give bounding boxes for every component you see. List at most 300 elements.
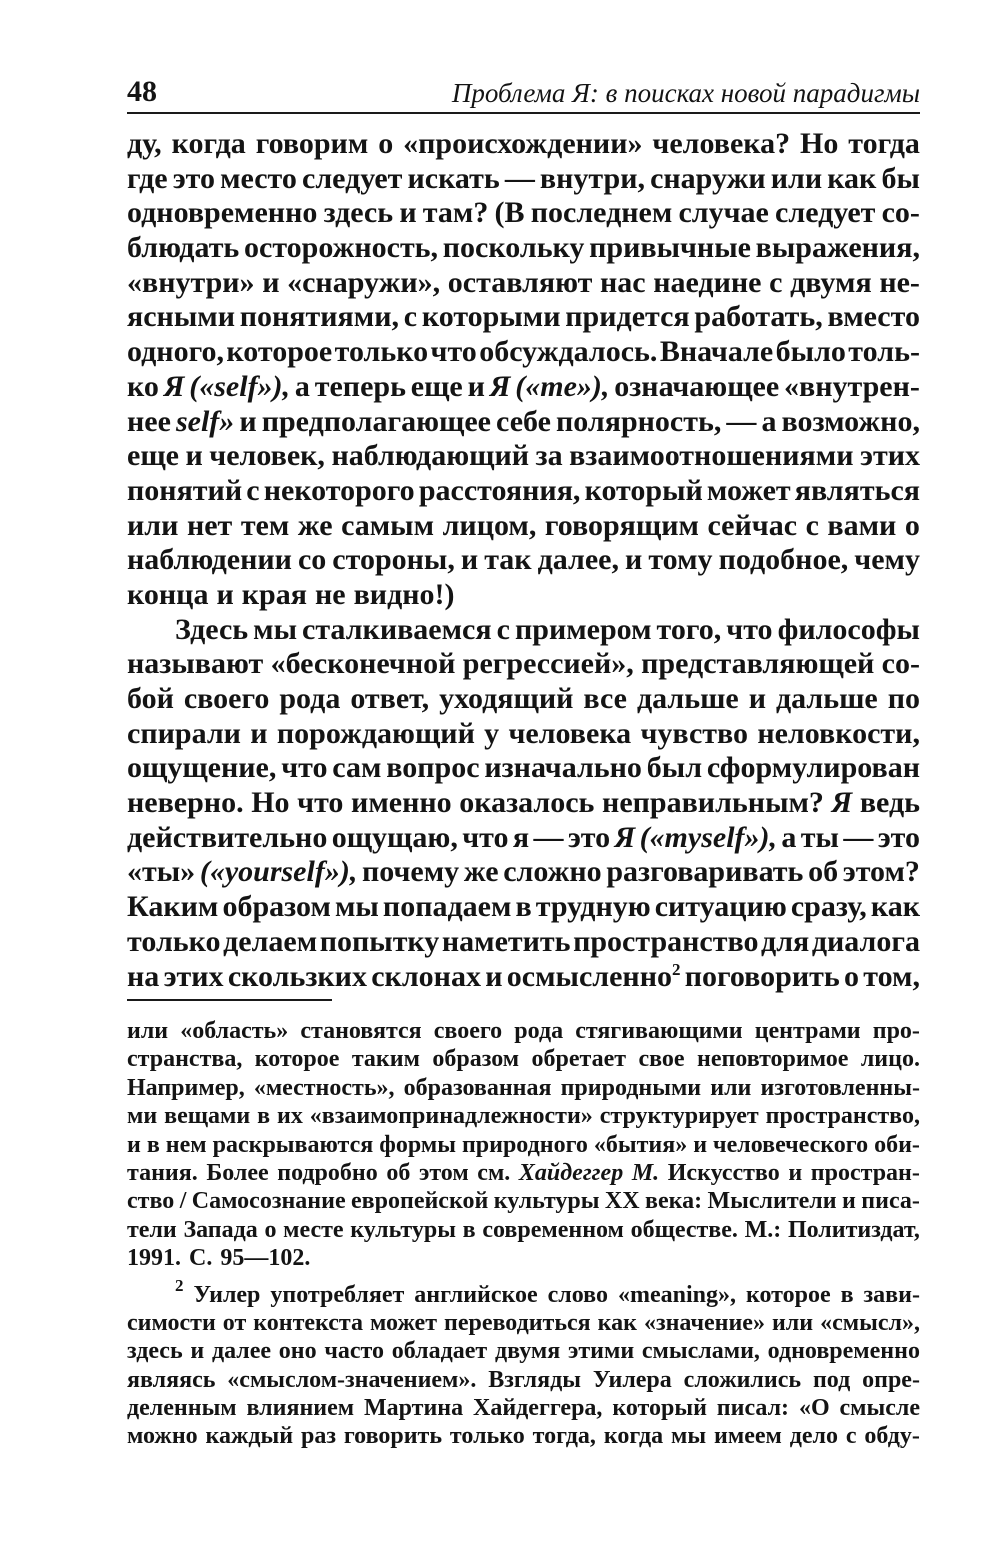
word: с (246, 473, 260, 507)
word: Я (831, 786, 853, 820)
word: искать (407, 161, 500, 195)
word: придется (565, 300, 690, 334)
word: возможно, (781, 404, 920, 438)
word: в (840, 1281, 854, 1308)
word: там? (422, 196, 489, 230)
word: с (769, 265, 783, 299)
running-title: Проблема Я: в поисках новой парадигмы (451, 78, 920, 108)
word: подобное, (718, 543, 849, 577)
word: смыслами, (641, 1338, 760, 1365)
word: Взгляды (488, 1366, 581, 1393)
word: нем (165, 1131, 207, 1158)
word: и (460, 543, 479, 577)
word: поговорить (684, 959, 840, 993)
word: оно (278, 1338, 317, 1365)
word: бой (127, 682, 174, 715)
word: XX (604, 1188, 640, 1215)
word: было (775, 335, 846, 369)
word: еще (127, 439, 179, 473)
word: как (827, 161, 877, 195)
word: подробно (277, 1159, 378, 1186)
body-line (127, 266, 920, 301)
word: наблюдающий (331, 439, 530, 473)
note-line (127, 1216, 920, 1244)
word: для (761, 924, 810, 958)
word: («me»), (515, 369, 610, 403)
word: оби- (874, 1131, 920, 1158)
word: «ты» (127, 855, 196, 889)
word: слово (547, 1281, 608, 1308)
word: Искусство (667, 1159, 780, 1186)
word: являясь (127, 1366, 216, 1393)
word: — (843, 820, 874, 854)
body-line (127, 370, 920, 405)
body-line (127, 925, 920, 960)
word: в (515, 890, 532, 924)
word: сам (332, 751, 382, 785)
word: говорящим (544, 508, 699, 542)
body-line (127, 890, 920, 925)
word: простран- (810, 1159, 920, 1186)
word: этих (163, 959, 224, 993)
word: что (462, 820, 509, 854)
word: неправильным? (602, 786, 824, 820)
word: с (403, 300, 418, 334)
footnote-rule (127, 999, 332, 1001)
word: см. (477, 1159, 511, 1186)
word: которое (254, 1046, 340, 1073)
word: Запада (183, 1216, 258, 1243)
word: сложно (503, 855, 602, 889)
word: и (239, 404, 257, 438)
word: только (334, 335, 429, 369)
word: это (172, 161, 216, 195)
word: означающее (614, 369, 780, 403)
word: который (612, 1395, 707, 1422)
word: «значение» (643, 1309, 765, 1336)
body-line (127, 751, 920, 786)
word: уходящий (439, 682, 574, 715)
body-line (127, 821, 920, 856)
word: Политиздат, (787, 1216, 920, 1243)
word: ведь (859, 786, 920, 820)
word: формы (379, 1131, 456, 1158)
word: ду, (127, 127, 162, 160)
word: или (771, 1309, 814, 1336)
note-line (127, 1244, 920, 1272)
word: ощущаю, (331, 820, 458, 854)
word: или (127, 508, 179, 542)
word: С. (189, 1245, 213, 1272)
word: здесь (127, 1338, 183, 1365)
word: или (770, 161, 823, 195)
word: теперь (314, 369, 406, 403)
word: с (496, 612, 510, 646)
word: пространство, (765, 1103, 920, 1130)
note-line (127, 1045, 920, 1073)
word: своего (433, 1018, 503, 1044)
word: Хайдеггера, (473, 1395, 603, 1422)
word: 1991. (127, 1245, 181, 1272)
word: структурирует (599, 1103, 759, 1130)
word: ситуацию (654, 890, 787, 924)
word: и (190, 1338, 205, 1365)
word: делаем (223, 924, 318, 958)
body-line (127, 405, 920, 440)
body-line (127, 231, 920, 266)
word: сформулирован (706, 751, 920, 785)
word: — (726, 404, 757, 438)
word: ощущение, (127, 751, 277, 785)
word: тем (240, 508, 290, 542)
word: блюдать (127, 231, 240, 265)
note-line (127, 1422, 920, 1450)
word: М. (631, 1159, 660, 1186)
word: от (222, 1309, 247, 1336)
word: таким (351, 1046, 420, 1073)
body-line (127, 196, 920, 231)
word: как (870, 890, 920, 924)
word: случае (678, 196, 769, 230)
note-line (127, 1337, 920, 1365)
word: под (812, 1366, 851, 1393)
word: и (216, 577, 234, 611)
word: или (710, 1074, 752, 1101)
word: в (257, 1103, 271, 1130)
word: дело (789, 1423, 838, 1450)
word: изначально (484, 751, 642, 785)
word: «местность», (253, 1074, 395, 1101)
word: лицом, (442, 508, 537, 542)
word: ми (127, 1103, 158, 1130)
word: обсуждалось. (479, 335, 658, 369)
word: далее, (537, 543, 619, 577)
word: «бесконечной (270, 647, 456, 681)
word: обществе. (630, 1216, 738, 1243)
word: а (294, 369, 310, 403)
word: «снаружи», (287, 265, 441, 299)
word: осторожность, (244, 231, 439, 265)
word: Хайдеггер (518, 1159, 624, 1186)
word: еще (410, 369, 463, 403)
word: века: (644, 1188, 703, 1215)
note-line (127, 1102, 920, 1130)
word: раз (301, 1423, 336, 1450)
word: употребляет (270, 1281, 405, 1308)
word: с (805, 508, 819, 542)
word: далее (211, 1338, 272, 1365)
word: может (370, 1309, 437, 1336)
word: «взаимопринадлежности» (309, 1103, 593, 1130)
word: «внутрен- (784, 369, 920, 403)
word: где (127, 161, 168, 195)
word: Например, (127, 1074, 245, 1101)
word: писа- (861, 1188, 920, 1215)
word: что (430, 335, 477, 369)
body-line (127, 300, 920, 335)
word: контекста (253, 1309, 364, 1336)
word: о (264, 1216, 277, 1243)
word: со- (881, 647, 920, 681)
word: европейской (351, 1188, 489, 1215)
word: тания. (127, 1159, 198, 1186)
word: нет (186, 508, 233, 542)
word: был (646, 751, 703, 785)
word: следует (775, 196, 876, 230)
body-line (127, 162, 920, 197)
word: вами (827, 508, 897, 542)
word: культуры (493, 1188, 600, 1215)
word: неловкости, (757, 716, 920, 750)
word: каждый (205, 1423, 294, 1450)
word: так (484, 543, 532, 577)
word: Каким (127, 890, 219, 924)
body-line (127, 474, 920, 509)
body-line (127, 682, 920, 717)
word: Но (251, 786, 290, 820)
word: и (127, 1131, 141, 1158)
word: Я (163, 369, 185, 403)
word: об (386, 1159, 411, 1186)
word: М.: (744, 1216, 782, 1243)
word: выражения, (755, 231, 920, 265)
word: человека (508, 716, 632, 750)
word: тогда, (532, 1423, 596, 1450)
word: нас (599, 265, 646, 299)
word: обду- (864, 1423, 920, 1450)
word: английское (414, 1281, 538, 1308)
word: ответ, (350, 682, 430, 715)
word: об (808, 855, 839, 889)
word: может (706, 473, 791, 507)
word: бы (881, 161, 920, 195)
word: же (463, 855, 499, 889)
word: часто (324, 1338, 385, 1365)
word: и (748, 682, 766, 715)
footnotes (127, 1017, 920, 1451)
word: (В (494, 196, 525, 230)
word: что (297, 786, 344, 820)
word: нее (127, 404, 171, 438)
word: про- (872, 1018, 920, 1044)
word: вещами (164, 1103, 251, 1130)
note-line (127, 1309, 920, 1337)
word: спирали (127, 716, 241, 750)
word: тогда (848, 127, 920, 160)
word: о (904, 508, 920, 542)
word: о (378, 127, 394, 160)
word: или (127, 1018, 169, 1044)
word: Мартина (363, 1395, 464, 1422)
word: со- (881, 196, 920, 230)
word: привычные (589, 231, 751, 265)
word: современном (482, 1216, 624, 1243)
body-line (127, 127, 920, 162)
word: вместо (827, 300, 920, 334)
word: в (462, 1216, 476, 1243)
word: рода (514, 1018, 564, 1044)
word: дальше (636, 682, 739, 715)
word: Здесь (175, 612, 249, 646)
word: образом (432, 1046, 520, 1073)
word: ство (127, 1188, 175, 1215)
word: неповторимое (697, 1046, 849, 1073)
word: Уилер (193, 1281, 261, 1308)
word: мы (671, 1423, 707, 1450)
word: у (484, 716, 500, 750)
word: все (583, 682, 627, 715)
word: одновременно (127, 196, 318, 230)
word: человек, (209, 439, 325, 473)
word: стягивающими (575, 1018, 743, 1044)
word: природными (560, 1074, 702, 1101)
word: и (485, 959, 503, 993)
word: именно (351, 786, 452, 820)
word: двумя (494, 1338, 561, 1365)
word: по (887, 682, 920, 715)
word: порождающий (276, 716, 475, 750)
word: ты (800, 820, 839, 854)
word: человеческого (713, 1131, 869, 1158)
word: когда (603, 1423, 664, 1450)
word: предполагающее (261, 404, 491, 438)
word: некоторого (263, 473, 415, 507)
word: разговаривать (606, 855, 804, 889)
word: представляющей (641, 647, 875, 681)
word: же (297, 508, 333, 542)
word: в (146, 1131, 160, 1158)
word: Я (489, 369, 511, 403)
word: неверно. (127, 786, 244, 820)
word: философы (777, 612, 920, 646)
word: — (504, 161, 535, 195)
word: вопрос (386, 751, 480, 785)
word: внутри, (539, 161, 645, 195)
word: с (845, 1423, 857, 1450)
word: скользких (227, 959, 367, 993)
word: которое (745, 1281, 831, 1308)
word: наблюдении (127, 543, 292, 577)
word: только (127, 924, 221, 958)
word: склонах (371, 959, 481, 993)
word: последнем (530, 196, 673, 230)
word: себе (496, 404, 551, 438)
word: самым (341, 508, 435, 542)
body-line (127, 786, 920, 821)
note-line (127, 1187, 920, 1215)
word: и (788, 1159, 803, 1186)
note-line (127, 1017, 920, 1045)
word: попытку (319, 924, 440, 958)
footnote-number: 2 (175, 1275, 184, 1295)
word: регрессией», (462, 647, 634, 681)
body-line (127, 578, 920, 613)
word: диалога (811, 924, 920, 958)
body-line (127, 509, 920, 544)
word: что (281, 751, 328, 785)
word: зави- (863, 1281, 920, 1308)
note-line (127, 1074, 920, 1102)
body-line (127, 855, 920, 890)
word: можно (127, 1423, 198, 1450)
word: образом (222, 890, 331, 924)
word: «О (798, 1395, 830, 1422)
word: о (844, 959, 860, 993)
word: наметить (441, 924, 571, 958)
word: на (127, 959, 160, 993)
word: понятиями, (239, 300, 400, 334)
word: одновременно (767, 1338, 920, 1365)
word: self» (175, 404, 235, 438)
word: и (693, 1131, 708, 1158)
word: «область» (180, 1018, 289, 1044)
word: а (781, 820, 797, 854)
word: / (179, 1188, 187, 1215)
word: взаимоотношениями (569, 439, 854, 473)
word: которое (226, 335, 333, 369)
word: опре- (862, 1366, 920, 1393)
word: раскрываются (212, 1131, 374, 1158)
word: тому (648, 543, 713, 577)
word: толь- (848, 335, 920, 369)
word: расстояния, (418, 473, 581, 507)
word: («yourself»), (199, 855, 358, 889)
word: центрами (754, 1018, 861, 1044)
word: осмысленно$^2$ (506, 959, 681, 993)
word: («myself»), (639, 820, 778, 854)
word: Я (614, 820, 636, 854)
word: и (625, 543, 643, 577)
word: здесь (323, 196, 394, 230)
word: примером (514, 612, 652, 646)
word: это (567, 820, 611, 854)
word: изготовленны- (760, 1074, 920, 1101)
word: оставляют (447, 265, 593, 299)
word: того, (656, 612, 722, 646)
word: смысле (839, 1395, 920, 1422)
word: стороны, (332, 543, 455, 577)
word: «смыслом-значением». (227, 1366, 477, 1393)
word: конца (127, 577, 209, 611)
word: лицо. (860, 1046, 920, 1073)
note-line (127, 1366, 920, 1394)
word: их (276, 1103, 303, 1130)
word: одного, (127, 335, 224, 369)
word: называют (127, 647, 264, 681)
word: том, (863, 959, 920, 993)
word: что (726, 612, 773, 646)
word: становятся (300, 1018, 422, 1044)
word: писал: (716, 1395, 790, 1422)
word: и (185, 439, 203, 473)
word: этом? (842, 855, 920, 889)
word: видно!) (353, 577, 455, 611)
word: наедине (653, 265, 762, 299)
word: место (220, 161, 297, 195)
word: полярность, (556, 404, 722, 438)
word: который (584, 473, 703, 507)
word: являться (794, 473, 920, 507)
note-line (127, 1275, 920, 1309)
note-line (127, 1159, 920, 1187)
word: мы (253, 612, 297, 646)
note-line (127, 1131, 920, 1159)
word: действительно (127, 820, 328, 854)
word: работать, (694, 300, 823, 334)
word: мы (334, 890, 379, 924)
word: и (399, 196, 417, 230)
word: за (535, 439, 563, 473)
